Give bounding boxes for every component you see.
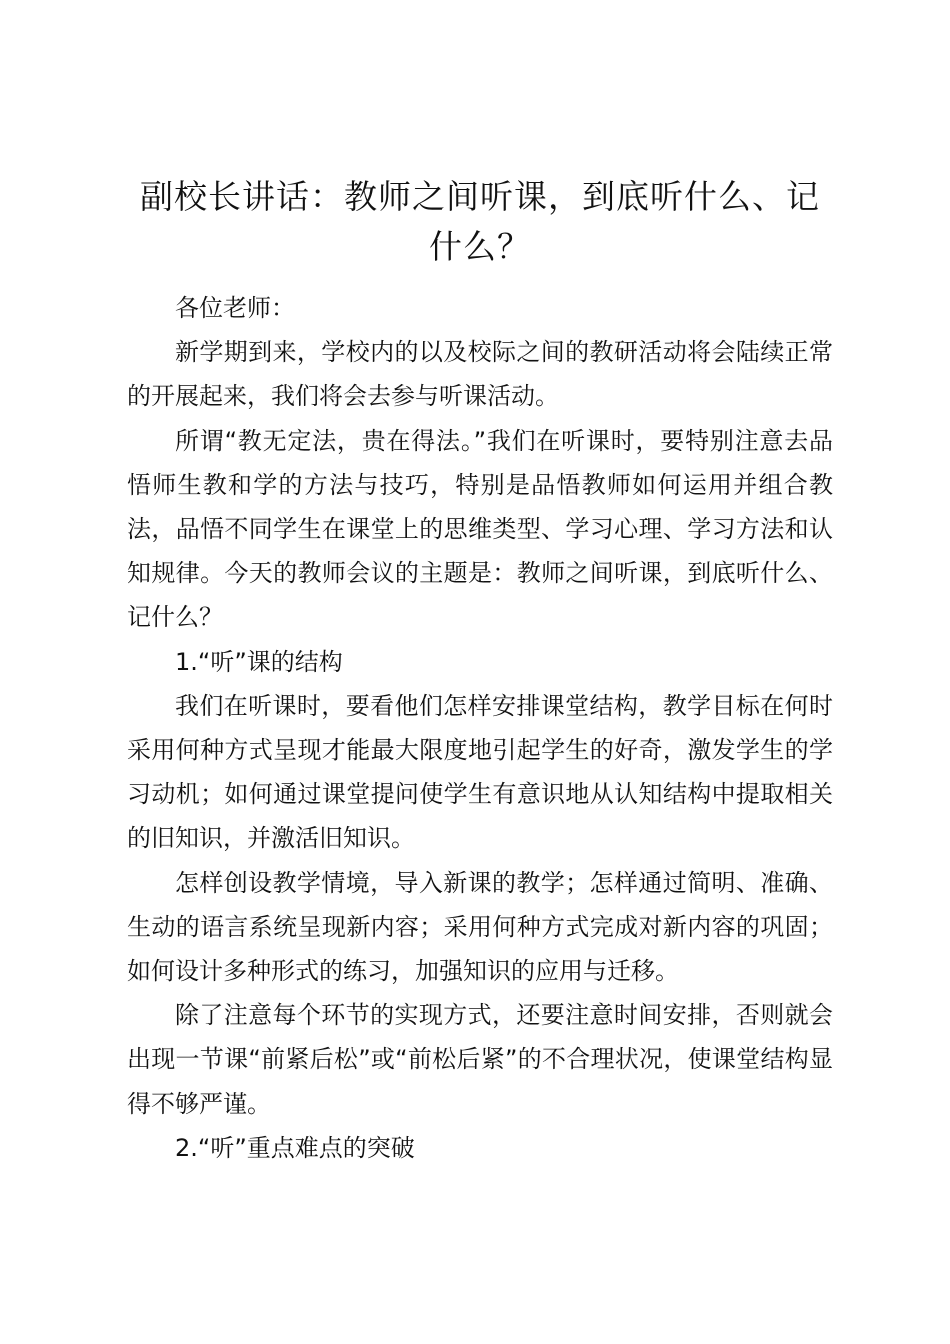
paragraph-intro: 新学期到来，学校内的以及校际之间的教研活动将会陆续正常的开展起来，我们将会去参与听课活动。 [127,338,833,411]
section-heading-structure: 1.“听”课的结构 [175,647,343,676]
paragraph-theme: 所谓“教无定法，贵在得法。”我们在听课时，要特别注意去品悟师生教和学的方法与技巧，特别是品悟教师如何运用并组合教法，品悟不同学生在课堂上的思维类型、学习心理、学习方法和认知规律。今天的教师会议的主题是：教师之间听课，到底听什么、记什么？ [127,426,833,632]
document-title: 副校长讲话：教师之间听课，到底听什么、记什么？ [140,177,820,266]
paragraph-structure-1: 我们在听课时，要看他们怎样安排课堂结构，教学目标在何时采用何种方式呈现才能最大限度地引起学生的好奇，激发学生的学习动机；如何通过课堂提问使学生有意识地从认知结构中提取相关的旧知识，并激活旧知识。 [127,691,833,853]
paragraph-structure-2: 怎样创设教学情境，导入新课的教学；怎样通过简明、准确、生动的语言系统呈现新内容；采用何种方式完成对新内容的巩固；如何设计多种形式的练习，加强知识的应用与迁移。 [127,868,833,986]
paragraph-structure-3: 除了注意每个环节的实现方式，还要注意时间安排，否则就会出现一节课“前紧后松”或“前松后紧”的不合理状况，使课堂结构显得不够严谨。 [127,1001,833,1118]
greeting: 各位老师： [175,294,295,322]
document-page [127,172,833,1170]
section-heading-key-points: 2.“听”重点难点的突破 [175,1133,415,1162]
